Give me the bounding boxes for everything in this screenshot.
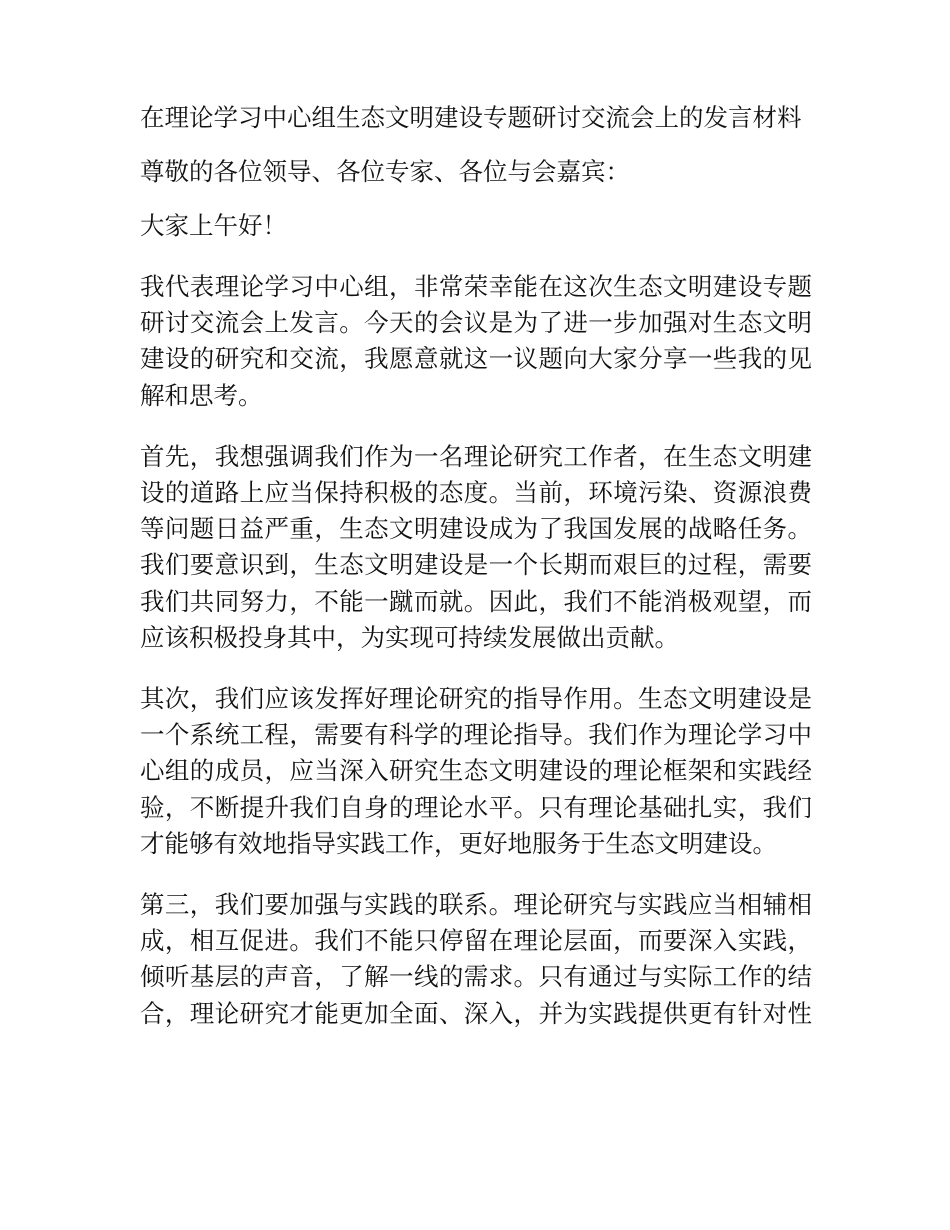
body-paragraph	[140, 439, 812, 656]
paragraph-line: 第三，我们要加强与实践的联系。理论研究与实践应当相辅相	[140, 890, 812, 920]
paragraph-line: 设的道路上应当保持积极的态度。当前，环境污染、资源浪费	[140, 478, 812, 508]
body-paragraph	[140, 269, 812, 414]
paragraph-line: 倾听基层的声音，了解一线的需求。只有通过与实际工作的结	[140, 962, 812, 992]
salutation: 尊敬的各位领导、各位专家、各位与会嘉宾：	[140, 157, 630, 186]
paragraph-line: 应该积极投身其中，为实现可持续发展做出贡献。	[140, 622, 679, 652]
body-paragraph	[140, 887, 812, 1032]
body-paragraph	[140, 681, 812, 862]
paragraph-line: 其次，我们应该发挥好理论研究的指导作用。生态文明建设是	[140, 684, 812, 714]
paragraph-line: 心组的成员，应当深入研究生态文明建设的理论框架和实践经	[140, 756, 812, 786]
paragraph-line: 一个系统工程，需要有科学的理论指导。我们作为理论学习中	[140, 720, 812, 750]
paragraph-line: 建设的研究和交流，我愿意就这一议题向大家分享一些我的见	[140, 344, 812, 374]
paragraph-line: 合，理论研究才能更加全面、深入，并为实践提供更有针对性	[140, 998, 812, 1028]
paragraph-line: 首先，我想强调我们作为一名理论研究工作者，在生态文明建	[140, 441, 812, 471]
greeting: 大家上午好！	[140, 211, 287, 240]
paragraph-line: 才能够有效地指导实践工作，更好地服务于生态文明建设。	[140, 828, 777, 858]
paragraph-line: 我们要意识到，生态文明建设是一个长期而艰巨的过程，需要	[140, 550, 812, 580]
body-paragraphs	[140, 269, 812, 1032]
document-page	[140, 100, 812, 1032]
paragraph-line: 我们共同努力，不能一蹴而就。因此，我们不能消极观望，而	[140, 586, 812, 616]
paragraph-line: 解和思考。	[140, 380, 263, 410]
paragraph-line: 我代表理论学习中心组，非常荣幸能在这次生态文明建设专题	[140, 272, 812, 301]
document-title: 在理论学习中心组生态文明建设专题研讨交流会上的发言材料	[140, 103, 802, 132]
paragraph-line: 研讨交流会上发言。今天的会议是为了进一步加强对生态文明	[140, 308, 812, 338]
paragraph-line: 成，相互促进。我们不能只停留在理论层面，而要深入实践，	[140, 926, 812, 956]
paragraph-line: 验，不断提升我们自身的理论水平。只有理论基础扎实，我们	[140, 792, 812, 822]
paragraph-line: 等问题日益严重，生态文明建设成为了我国发展的战略任务。	[140, 514, 812, 544]
